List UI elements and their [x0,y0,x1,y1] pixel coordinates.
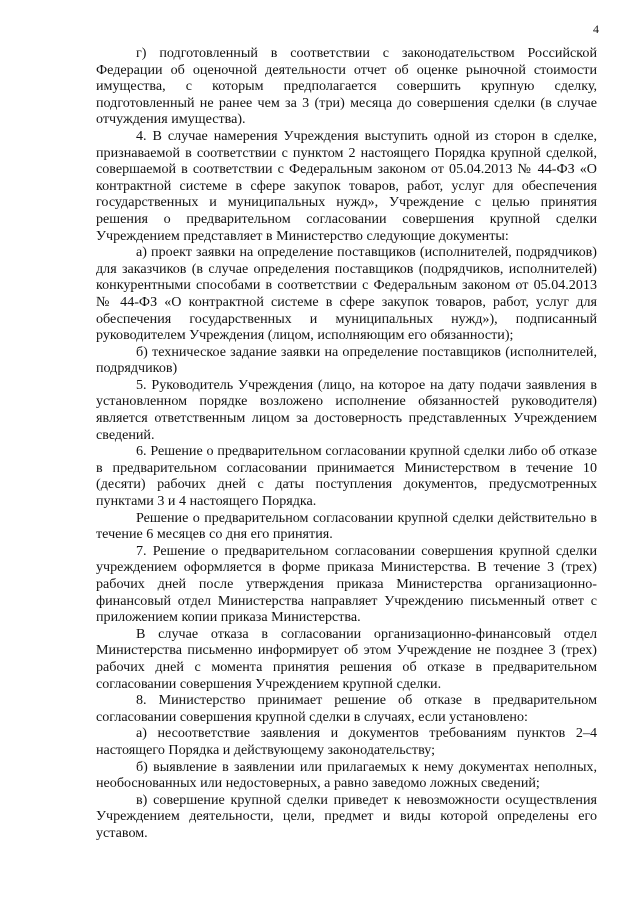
paragraph-4a: а) проект заявки на определение поставщиков (исполнителей, подрядчиков) для заказчиков (в случае определения поставщиков (подрядчиков, исполнителей) конкурентными способами в соответствии с Федеральным законом от 05.04.2013 № 44-ФЗ «О контрактной системе в сфере закупок товаров, работ, услуг для обеспечения государственных и муниципальных нужд»), подписанный руководителем Учреждения (лицом, исполняющим его обязанности); [96,244,597,344]
paragraph-3g: г) подготовленный в соответствии с законодательством Российской Федерации об оценочной деятельности отчет об оценке рыночной стоимости имущества, с которым предполагается совершить крупную сделку, подготовленный не ранее чем за 3 (три) месяца до совершения сделки (в случае отчуждения имущества). [96,45,597,128]
paragraph-6-validity: Решение о предварительном согласовании крупной сделки действительно в течение 6 месяцев со дня его принятия. [96,509,597,543]
document-body [96,45,597,842]
paragraph-4: 4. В случае намерения Учреждения выступить одной из сторон в сделке, признаваемой в соответствии с пунктом 2 настоящего Порядка крупной сделкой, совершаемой в соответствии с Федеральным законом от 05.04.2013 № 44-ФЗ «О контрактной системе в сфере закупок товаров, работ, услуг для обеспечения государственных и муниципальных нужд», Учреждение с целью принятия решения о предварительном согласовании совершения крупной сделки Учреждением представляет в Министерство следующие документы: [96,127,597,244]
paragraph-8a: а) несоответствие заявления и документов требованиям пунктов 2–4 настоящего Порядка и действующему законодательству; [96,725,597,758]
paragraph-7-refusal: В случае отказа в согласовании организационно-финансовый отдел Министерства письменно информирует об этом Учреждение не позднее 3 (трех) рабочих дней с момента принятия решения об отказе в предварительном согласовании совершения Учреждением крупной сделки. [96,625,597,692]
paragraph-7: 7. Решение о предварительном согласовании совершения крупной сделки учреждением оформляется в форме приказа Министерства. В течение 3 (трех) рабочих дней после утверждения приказа Министерства организационно-финансовый отдел Министерства направляет Учреждению письменный ответ с приложением копии приказа Министерства. [96,542,597,626]
paragraph-8v: в) совершение крупной сделки приведет к невозможности осуществления Учреждением деятельности, цели, предмет и виды которой определены его уставом. [96,791,597,841]
paragraph-6: 6. Решение о предварительном согласовании крупной сделки либо об отказе в предварительном согласовании принимается Министерством в течение 10 (десяти) рабочих дней с даты поступления документов, предусмотренных пунктами 3 и 4 настоящего Порядка. [96,443,597,510]
paragraph-8: 8. Министерство принимает решение об отказе в предварительном согласовании совершения крупной сделки в случаях, если установлено: [96,692,597,725]
paragraph-4b: б) техническое задание заявки на определение поставщиков (исполнителей, подрядчиков) [96,343,597,377]
paragraph-5: 5. Руководитель Учреждения (лицо, на которое на дату подачи заявления в установленном порядке возложено исполнение обязанностей руководителя) является ответственным лицом за достоверность представленных Учреждением сведений. [96,376,597,443]
paragraph-8b: б) выявление в заявлении или прилагаемых к нему документах неполных, необоснованных или недостоверных, а равно заведомо ложных сведений; [96,758,597,792]
page-number: 4 [593,22,599,36]
